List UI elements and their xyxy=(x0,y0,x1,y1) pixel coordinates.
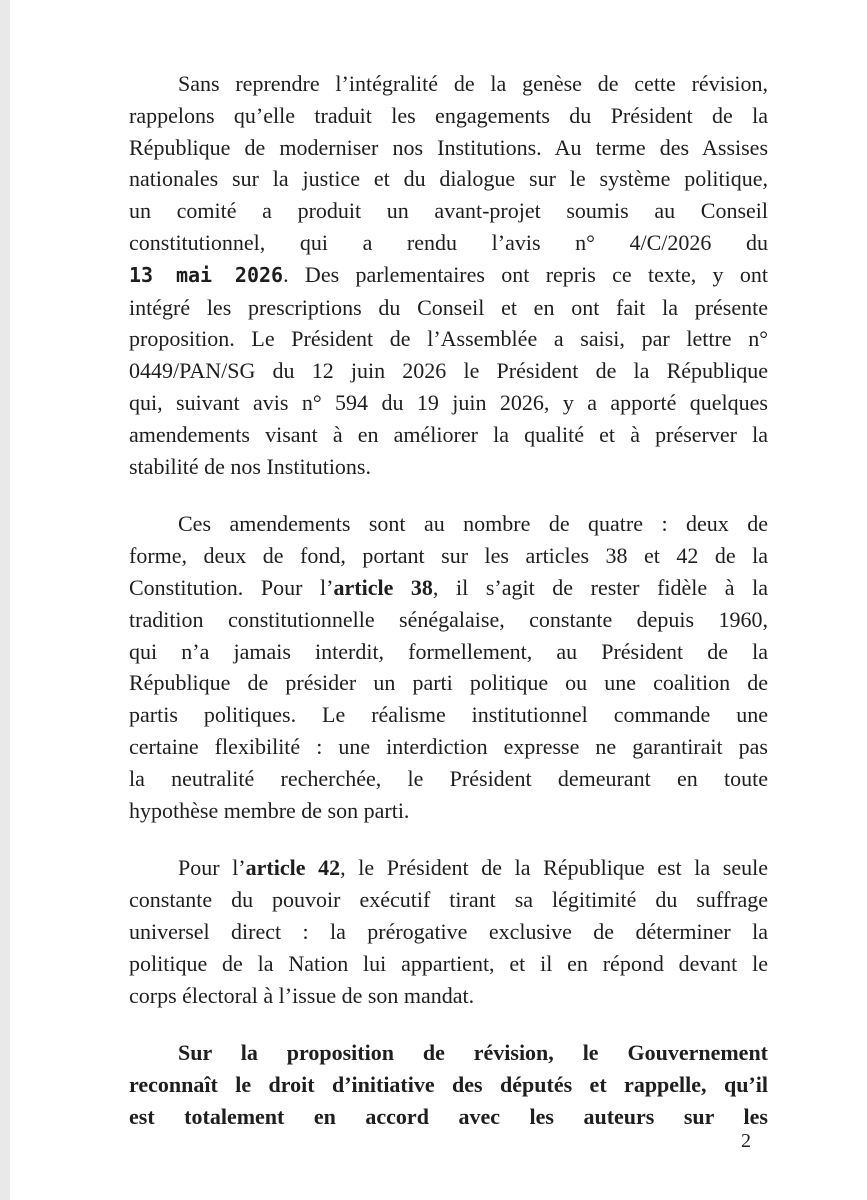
text-run: hypothèse membre de son parti. xyxy=(129,797,410,823)
text-run: proposition. Le Président de l’Assemblée a saisi, par lettre n° xyxy=(129,326,768,352)
text-run: Pour l’ xyxy=(178,855,246,881)
text-run: , le Président de la République est la seule xyxy=(340,855,769,881)
text-line xyxy=(129,195,768,227)
text-run: Constitution. Pour l’ xyxy=(129,574,334,600)
text-line xyxy=(129,355,768,387)
text-run: certaine flexibilité : une interdiction expresse ne garantirait pas xyxy=(129,733,768,759)
emphasized-text: article 42 xyxy=(245,855,341,881)
text-run: corps électoral à l’issue de son mandat. xyxy=(129,982,475,1008)
text-line xyxy=(129,604,768,636)
text-line xyxy=(129,884,768,916)
text-run: Ces amendements sont au nombre de quatre : deux de xyxy=(178,511,768,537)
document-body xyxy=(129,68,768,1159)
text-line xyxy=(129,1037,768,1069)
text-run: 0449/PAN/SG du 12 juin 2026 le Président de la République xyxy=(129,358,768,384)
text-line xyxy=(129,387,768,419)
text-line xyxy=(129,163,768,195)
text-run: amendements visant à en améliorer la qualité et à préserver la xyxy=(129,421,768,447)
text-line xyxy=(129,100,768,132)
paragraph xyxy=(129,508,768,826)
page-number: 2 xyxy=(741,1130,751,1152)
paragraph xyxy=(129,68,768,482)
text-line xyxy=(129,451,768,483)
text-line xyxy=(129,227,768,259)
text-run: rappelons qu’elle traduit les engagements du Président de la xyxy=(129,102,768,128)
document-page xyxy=(10,0,867,1200)
text-run: forme, deux de fond, portant sur les articles 38 et 42 de la xyxy=(129,543,768,569)
text-run: Sur la proposition de révision, le Gouvernement xyxy=(178,1040,768,1066)
text-line xyxy=(129,980,768,1012)
emphasized-text: article 38 xyxy=(333,574,433,600)
text-line xyxy=(129,852,768,884)
text-line xyxy=(129,540,768,572)
text-run: constitutionnel, qui a rendu l’avis n° 4/C/2026 du xyxy=(129,229,768,255)
text-line xyxy=(129,948,768,980)
text-line xyxy=(129,699,768,731)
text-run: Sans reprendre l’intégralité de la genèse de cette révision, xyxy=(178,71,768,96)
text-run: universel direct : la prérogative exclusive de déterminer la xyxy=(129,918,768,944)
text-run: intégré les prescriptions du Conseil et en ont fait la présente xyxy=(129,294,768,320)
text-line xyxy=(129,419,768,451)
text-run: qui n’a jamais interdit, formellement, au Président de la xyxy=(129,638,768,664)
text-line xyxy=(129,916,768,948)
text-line xyxy=(129,667,768,699)
text-run: reconnaît le droit d’initiative des députés et rappelle, qu’il xyxy=(129,1072,768,1098)
text-run: nationales sur la justice et du dialogue sur le système politique, xyxy=(129,166,768,192)
text-run: République de présider un parti politique ou une coalition de xyxy=(129,670,768,696)
text-line xyxy=(129,763,768,795)
text-line xyxy=(129,731,768,763)
text-line xyxy=(129,132,768,164)
text-run: politique de la Nation lui appartient, et il en répond devant le xyxy=(129,950,768,976)
text-run: , il s’agit de rester fidèle à la xyxy=(432,574,768,600)
text-run: stabilité de nos Institutions. xyxy=(129,453,371,479)
emphasized-text: 13 mai 2026 xyxy=(129,262,284,287)
text-run: partis politiques. Le réalisme institutionnel commande une xyxy=(129,702,768,728)
text-run: est totalement en accord avec les auteurs sur les xyxy=(129,1103,768,1129)
text-line xyxy=(129,323,768,355)
text-line xyxy=(129,1069,768,1101)
text-run: tradition constitutionnelle sénégalaise, constante depuis 1960, xyxy=(129,606,768,632)
text-line xyxy=(129,68,768,100)
text-run: qui, suivant avis n° 594 du 19 juin 2026, y a apporté quelques xyxy=(129,389,768,415)
text-line xyxy=(129,1101,768,1133)
text-run: constante du pouvoir exécutif tirant sa légitimité du suffrage xyxy=(129,887,768,913)
paragraph xyxy=(129,1037,768,1132)
text-line xyxy=(129,636,768,668)
text-line xyxy=(129,572,768,604)
text-run: République de moderniser nos Institutions. Au terme des Assises xyxy=(129,134,768,160)
paragraph xyxy=(129,852,768,1011)
text-line xyxy=(129,795,768,827)
text-line xyxy=(129,259,768,292)
text-run: . Des parlementaires ont repris ce texte, y ont xyxy=(283,261,768,287)
text-run: la neutralité recherchée, le Président demeurant en toute xyxy=(129,765,768,791)
text-line xyxy=(129,292,768,324)
text-run: un comité a produit un avant-projet soumis au Conseil xyxy=(129,198,768,224)
text-line xyxy=(129,508,768,540)
